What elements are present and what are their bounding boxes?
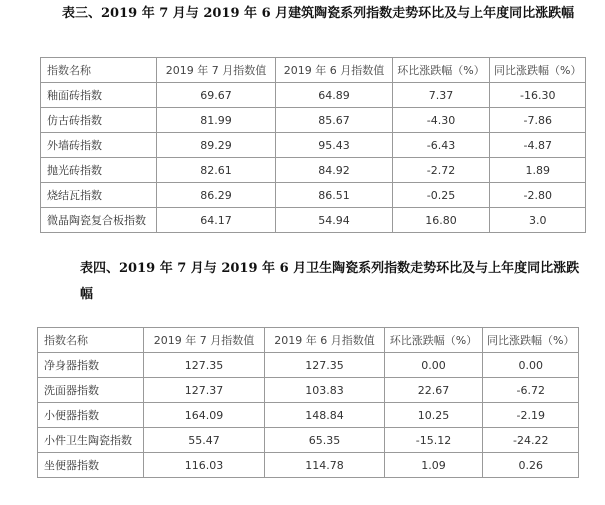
index-name-cell: 净身器指数	[38, 353, 144, 378]
column-header: 同比涨跌幅（%）	[490, 58, 586, 83]
table3-caption: 表三、2019 年 7 月与 2019 年 6 月建筑陶瓷系列指数走势环比及与上年度同比涨跌幅	[62, 6, 575, 21]
value-cell: 81.99	[157, 108, 276, 133]
column-header: 2019 年 6 月指数值	[276, 58, 393, 83]
value-cell: -6.72	[483, 378, 579, 403]
index-name-cell: 抛光砖指数	[41, 158, 157, 183]
column-header: 2019 年 6 月指数值	[265, 328, 385, 353]
table-header-row	[38, 328, 579, 353]
table-row	[38, 453, 579, 478]
table-row	[41, 208, 586, 233]
value-cell: 10.25	[385, 403, 483, 428]
value-cell: 69.67	[157, 83, 276, 108]
value-cell: 16.80	[393, 208, 490, 233]
column-header: 2019 年 7 月指数值	[157, 58, 276, 83]
value-cell: 85.67	[276, 108, 393, 133]
table-row	[41, 183, 586, 208]
value-cell: 86.29	[157, 183, 276, 208]
column-header: 2019 年 7 月指数值	[144, 328, 265, 353]
index-name-cell: 釉面砖指数	[41, 83, 157, 108]
column-header: 同比涨跌幅（%）	[483, 328, 579, 353]
value-cell: 86.51	[276, 183, 393, 208]
value-cell: 0.00	[385, 353, 483, 378]
table-row	[38, 403, 579, 428]
value-cell: -0.25	[393, 183, 490, 208]
table-header-row	[41, 58, 586, 83]
value-cell: -4.87	[490, 133, 586, 158]
index-name-cell: 烧结瓦指数	[41, 183, 157, 208]
table-row	[41, 108, 586, 133]
value-cell: -15.12	[385, 428, 483, 453]
value-cell: 22.67	[385, 378, 483, 403]
table4-caption: 表四、2019 年 7 月与 2019 年 6 月卫生陶瓷系列指数走势环比及与上年度同比涨跌幅	[80, 261, 580, 302]
sanitary-ceramics-index-table	[37, 327, 579, 478]
value-cell: 55.47	[144, 428, 265, 453]
value-cell: -2.72	[393, 158, 490, 183]
value-cell: 164.09	[144, 403, 265, 428]
value-cell: 103.83	[265, 378, 385, 403]
column-header: 环比涨跌幅（%）	[385, 328, 483, 353]
column-header: 指数名称	[41, 58, 157, 83]
value-cell: 116.03	[144, 453, 265, 478]
value-cell: 82.61	[157, 158, 276, 183]
value-cell: 127.35	[144, 353, 265, 378]
value-cell: 1.09	[385, 453, 483, 478]
value-cell: 84.92	[276, 158, 393, 183]
value-cell: 1.89	[490, 158, 586, 183]
value-cell: 3.0	[490, 208, 586, 233]
index-name-cell: 微晶陶瓷复合板指数	[41, 208, 157, 233]
value-cell: -24.22	[483, 428, 579, 453]
value-cell: 65.35	[265, 428, 385, 453]
index-name-cell: 小便器指数	[38, 403, 144, 428]
index-name-cell: 仿古砖指数	[41, 108, 157, 133]
value-cell: -4.30	[393, 108, 490, 133]
value-cell: -7.86	[490, 108, 586, 133]
value-cell: 54.94	[276, 208, 393, 233]
value-cell: -2.80	[490, 183, 586, 208]
index-name-cell: 外墙砖指数	[41, 133, 157, 158]
column-header: 指数名称	[38, 328, 144, 353]
column-header: 环比涨跌幅（%）	[393, 58, 490, 83]
index-name-cell: 坐便器指数	[38, 453, 144, 478]
value-cell: -16.30	[490, 83, 586, 108]
table-row	[41, 158, 586, 183]
value-cell: 7.37	[393, 83, 490, 108]
index-name-cell: 小件卫生陶瓷指数	[38, 428, 144, 453]
value-cell: 148.84	[265, 403, 385, 428]
value-cell: -6.43	[393, 133, 490, 158]
table-row	[38, 378, 579, 403]
value-cell: 114.78	[265, 453, 385, 478]
value-cell: 127.35	[265, 353, 385, 378]
value-cell: 127.37	[144, 378, 265, 403]
value-cell: 0.00	[483, 353, 579, 378]
index-name-cell: 洗面器指数	[38, 378, 144, 403]
value-cell: 0.26	[483, 453, 579, 478]
table-row	[41, 133, 586, 158]
building-ceramics-index-table	[40, 57, 586, 233]
value-cell: -2.19	[483, 403, 579, 428]
value-cell: 95.43	[276, 133, 393, 158]
table-row	[38, 353, 579, 378]
value-cell: 64.89	[276, 83, 393, 108]
table-row	[41, 83, 586, 108]
value-cell: 89.29	[157, 133, 276, 158]
value-cell: 64.17	[157, 208, 276, 233]
table-row	[38, 428, 579, 453]
